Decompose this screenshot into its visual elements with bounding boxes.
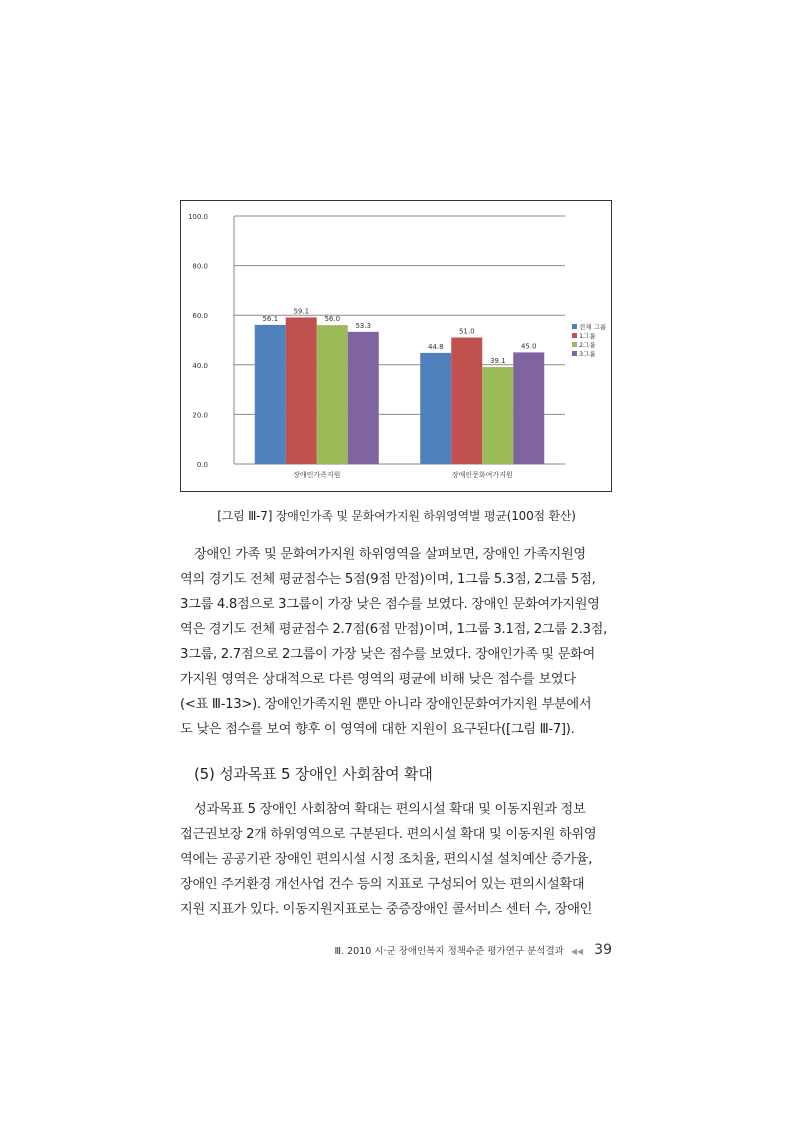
bar-chart: [181, 201, 611, 491]
page-footer: [0, 942, 612, 958]
legend-swatch: [572, 351, 577, 356]
legend-swatch: [572, 324, 577, 329]
bar: [317, 325, 348, 464]
figure-caption: [그림 Ⅲ-7] 장애인가족 및 문화여가지원 하위영역별 평균(100점 환산): [217, 509, 576, 523]
arrows-icon: ◀◀: [570, 947, 584, 956]
bar: [286, 317, 317, 464]
paragraph-line: 접근권보장 2개 하위영역으로 구분된다. 편의시설 확대 및 이동지원 하위영: [180, 827, 597, 842]
data-label: 39.1: [489, 357, 506, 366]
bar: [513, 352, 544, 464]
paragraph-line: 장애인 주거환경 개선사업 건수 등의 지표로 구성되어 있는 편의시설확대: [180, 877, 585, 892]
paragraph-line: (<표 Ⅲ-13>). 장애인가족지원 뿐만 아니라 장애인문화여가지원 부분에서: [180, 697, 592, 712]
data-label: 56.0: [324, 315, 341, 324]
data-label: 44.8: [427, 342, 444, 351]
paragraph-line: 도 낮은 점수를 보여 향후 이 영역에 대한 지원이 요구된다([그림 Ⅲ-7]).: [180, 722, 575, 737]
legend-label: 3그룹: [579, 350, 596, 358]
y-tick-label: 80.0: [192, 262, 208, 271]
chart-frame: [180, 200, 612, 492]
data-label: 45.0: [520, 342, 537, 351]
legend-label: 2그룹: [579, 341, 596, 349]
paragraph-line: 지원 지표가 있다. 이동지원지표로는 중증장애인 콜서비스 센터 수, 장애인: [180, 902, 593, 917]
legend-swatch: [572, 333, 577, 338]
paragraph-1: [180, 542, 612, 742]
paragraph-line: 역의 경기도 전체 평균점수는 5점(9점 만점)이며, 1그룹 5.3점, 2그룹 5점,: [180, 572, 596, 587]
running-title: Ⅲ. 2010 시·군 장애인복지 정책수준 평가연구 분석결과: [334, 946, 564, 957]
data-label: 53.3: [355, 321, 372, 330]
paragraph-line: 장애인 가족 및 문화여가지원 하위영역을 살펴보면, 장애인 가족지원영: [194, 547, 586, 562]
y-tick-label: 20.0: [192, 411, 208, 420]
page-number: 39: [594, 942, 612, 958]
paragraph-line: 가지원 영역은 상대적으로 다른 영역의 평균에 비해 낮은 점수를 보였다: [180, 672, 576, 687]
bar: [451, 338, 482, 464]
y-tick-label: 40.0: [192, 361, 208, 370]
legend-swatch: [572, 342, 577, 347]
paragraph-line: 성과목표 5 장애인 사회참여 확대는 편의시설 확대 및 이동지원과 정보: [194, 802, 586, 817]
y-tick-label: 60.0: [192, 312, 208, 321]
bar: [482, 367, 513, 464]
data-label: 59.1: [293, 307, 310, 316]
paragraph-2: [180, 797, 612, 922]
x-tick-label: 장애인가족지원: [293, 471, 341, 479]
paragraph-line: 3그룹 4.8점으로 3그룹이 가장 낮은 점수를 보였다. 장애인 문화여가지원영: [180, 597, 600, 612]
bar: [255, 325, 286, 464]
bar: [420, 353, 451, 464]
legend-label: 1그룹: [579, 332, 596, 340]
section-title: (5) 성과목표 5 장애인 사회참여 확대: [194, 765, 433, 783]
data-label: 51.0: [458, 327, 475, 336]
paragraph-line: 역은 경기도 전체 평균점수 2.7점(6점 만점)이며, 1그룹 3.1점, 2그룹 2.3점,: [180, 622, 607, 637]
data-label: 56.1: [262, 314, 279, 323]
x-tick-label: 장애인문화여가지원: [451, 471, 513, 479]
paragraph-line: 역에는 공공기관 장애인 편의시설 시정 조치율, 편의시설 설치예산 증가율,: [180, 852, 593, 867]
y-tick-label: 0.0: [196, 461, 208, 469]
bar: [348, 332, 379, 464]
legend-label: 전체 그룹: [579, 323, 607, 331]
y-tick-label: 100.0: [187, 213, 208, 221]
paragraph-line: 3그룹, 2.7점으로 2그룹이 가장 낮은 점수를 보였다. 장애인가족 및 문화여: [180, 647, 595, 662]
